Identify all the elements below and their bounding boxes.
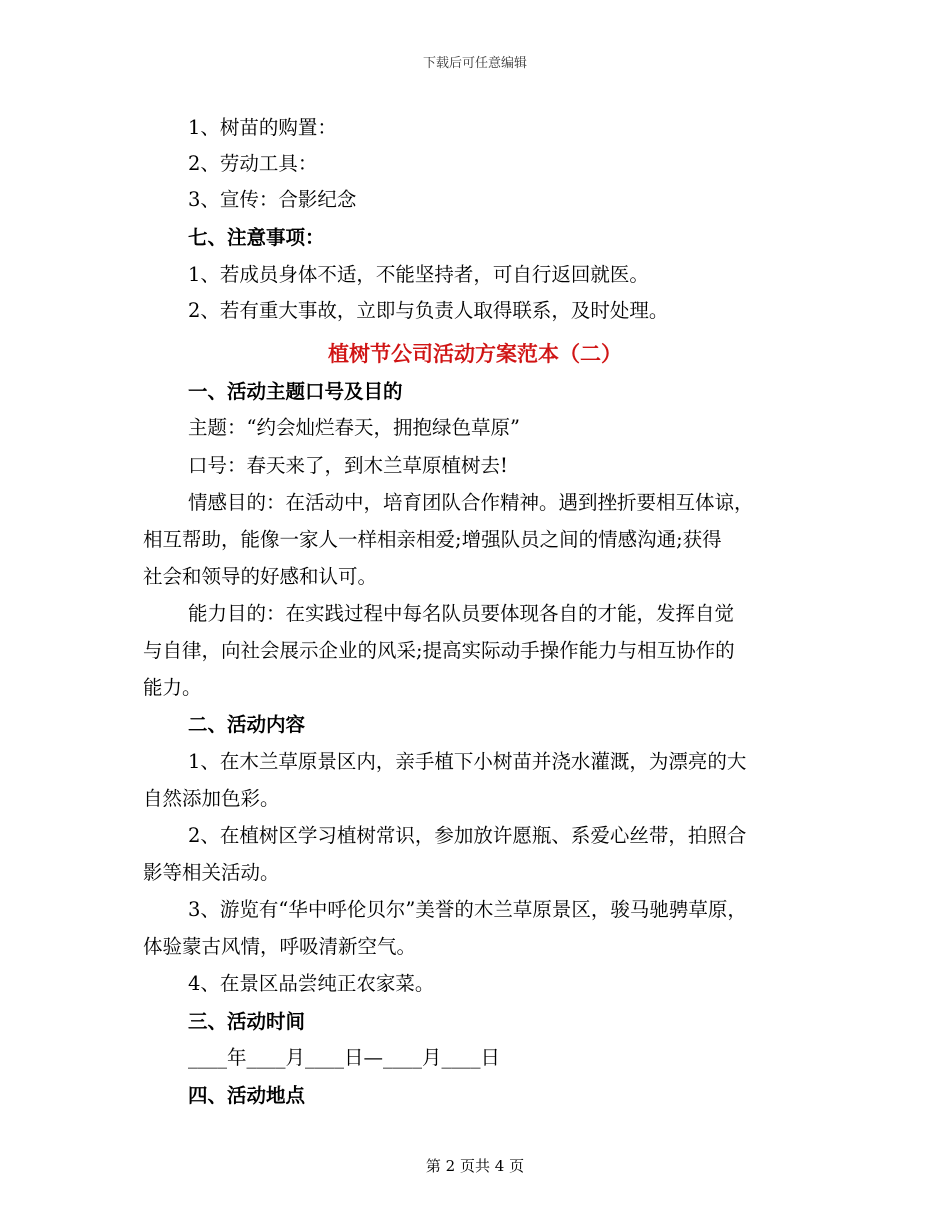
section-heading-theme: 一、活动主题口号及目的	[188, 380, 403, 403]
section-heading-time: 三、活动时间	[188, 1010, 306, 1033]
section-heading-notes: 七、注意事项：	[188, 226, 325, 249]
page-footer: 第 2 页共 4 页	[425, 1157, 525, 1175]
paragraph-emotion-line-2: 相互帮助，能像一家人一样相亲相爱;增强队员之间的情感沟通;获得	[143, 528, 722, 551]
content-item-1-line-1: 1、在木兰草原景区内，亲手植下小树苗并浇水灌溉，为漂亮的大	[188, 750, 747, 773]
content-item-3-line-1: 3、游览有“华中呼伦贝尔”美誉的木兰草原景区，骏马驰骋草原，	[188, 898, 747, 921]
content-item-4: 4、在景区品尝纯正农家菜。	[188, 972, 435, 995]
content-item-1-line-2: 自然添加色彩。	[143, 787, 280, 810]
list-item-note-1: 1、若成员身体不适，不能坚持者，可自行返回就医。	[188, 263, 649, 286]
document-title: 植树节公司活动方案范本（二）	[328, 341, 622, 366]
paragraph-ability-line-3: 能力。	[143, 676, 202, 699]
list-item-note-2: 2、若有重大事故，立即与负责人取得联系，及时处理。	[188, 299, 669, 322]
date-blank-line: ____年____月____日—____月____日	[188, 1046, 501, 1069]
paragraph-ability-line-1: 能力目的：在实践过程中每名队员要体现各自的才能，发挥自觉	[188, 602, 735, 625]
paragraph-slogan: 口号：春天来了，到木兰草原植树去!	[188, 454, 508, 477]
paragraph-theme: 主题：“约会灿烂春天，拥抱绿色草原”	[188, 416, 520, 439]
section-heading-location: 四、活动地点	[188, 1084, 306, 1107]
section-heading-content: 二、活动内容	[188, 713, 306, 736]
paragraph-ability-line-2: 与自律，向社会展示企业的风采;提高实际动手操作能力与相互协作的	[143, 639, 735, 662]
content-item-2-line-1: 2、在植树区学习植树常识，参加放许愿瓶、系爱心丝带，拍照合	[188, 824, 747, 847]
content-item-2-line-2: 影等相关活动。	[143, 861, 280, 884]
content-item-3-line-2: 体验蒙古风情，呼吸清新空气。	[143, 935, 417, 958]
list-item-labor-tools: 2、劳动工具：	[188, 152, 318, 175]
list-item-seedling-purchase: 1、树苗的购置：	[188, 116, 337, 139]
list-item-publicity: 3、宣传：合影纪念	[188, 188, 357, 211]
paragraph-emotion-line-3: 社会和领导的好感和认可。	[143, 565, 378, 588]
page-header: 下载后可任意编辑	[422, 56, 527, 71]
paragraph-emotion-line-1: 情感目的：在活动中，培育团队合作精神。遇到挫折要相互体谅，	[188, 491, 754, 514]
